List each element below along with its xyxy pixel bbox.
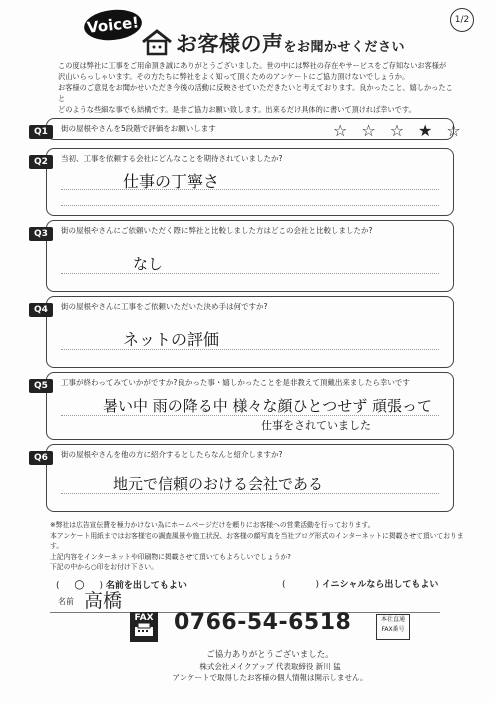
question-3 xyxy=(34,220,454,292)
voice-badge: Voice! xyxy=(83,7,144,43)
q4-answer: ネットの評価 xyxy=(123,330,220,349)
footer-company: 株式会社メイクアップ 代表取締役 新川 猛 xyxy=(199,662,341,671)
answer-line xyxy=(61,415,439,416)
name-value: 高橋 xyxy=(84,590,123,612)
q3-answer: なし xyxy=(133,255,164,273)
page-title: お客様の声をお聞かせください xyxy=(176,32,406,56)
fax-icon: FAX xyxy=(130,612,158,642)
q1-text: 街の屋根やさんを5段階で評価をお願いします xyxy=(61,124,216,133)
rating-stars xyxy=(333,121,475,140)
answer-line xyxy=(61,189,439,190)
fax-number: 0766-54-6518 xyxy=(174,610,352,635)
fax-machine-icon xyxy=(134,623,154,637)
q5-answer-line-1: 暑い中 雨の降る中 様々な顔ひとつせず 頑張って xyxy=(103,397,433,415)
consent-option-initial[interactable]: ( ) イニシャルなら出してもよい xyxy=(282,580,439,590)
fax-stamp: 本社直通 FAX番号 xyxy=(376,614,410,640)
answer-line xyxy=(61,205,439,206)
fax-block xyxy=(130,612,430,648)
answer-line xyxy=(61,493,439,494)
q2-number: Q2 xyxy=(29,155,53,169)
footer-disclaimer: アンケートで取得したお客様の個人情報は開示しません。 xyxy=(172,673,368,682)
consent-option-name[interactable]: ( ○ ) 名前を出してもよい xyxy=(56,577,187,591)
star-2: ☆ xyxy=(361,121,390,140)
consent-label-2: イニシャルなら出してもよい xyxy=(321,580,439,590)
q2-answer: 仕事の丁寧さ xyxy=(123,172,220,191)
answer-line xyxy=(61,349,439,350)
answer-line xyxy=(61,273,439,274)
footer xyxy=(120,650,420,683)
question-1 xyxy=(34,118,475,140)
consent-label-1: 名前を出してもよい xyxy=(105,581,187,591)
question-4 xyxy=(34,296,454,368)
q6-answer: 地元で信頼のおける会社である xyxy=(113,475,324,493)
star-1: ☆ xyxy=(333,121,362,140)
page-number: 1/2 xyxy=(450,8,474,32)
q1-number: Q1 xyxy=(29,125,53,139)
question-2 xyxy=(34,148,454,216)
question-5 xyxy=(34,372,454,440)
q3-number: Q3 xyxy=(29,227,53,241)
star-4: ★ xyxy=(418,121,447,140)
q2-text: 当初、工事を依頼する会社にどんなことを期待されていましたか? xyxy=(61,154,283,163)
q4-number: Q4 xyxy=(29,303,53,317)
intro-text: この度は弊社に工事をご用命頂き誠にありがとうございました。世の中には弊社の存在やサービスをご存知ないお客様が 沢山いらっしゃいます。その方たちに弊社をよく知って頂くためのアンケートにご協力頂けないでしょうか。 お客様のご意見をお聞かせいただき今後の活動に反映させていただきたいと考えております。良かったこと、嬉しかったこと どのような些細な事でも結構です。是非ご協力お願い致します。出来るだけ具体的に書いて頂ければ幸いです。 xyxy=(58,61,453,114)
footer-thanks: ご協力ありがとうございました。 xyxy=(206,650,334,660)
star-5: ☆ xyxy=(446,121,475,140)
q6-text: 街の屋根やさんを他の方に紹介するとしたらなんと紹介しますか? xyxy=(61,450,283,459)
publication-note: ※弊社は広告宣伝費を極力かけない為にホームページだけを頼りにお客様への営業活動を行っております。 本アンケート用紙まではお客様宅の調査風景や施工状況、お客様の顔写真を当社ブログ形式のインターネットに掲載させて頂いております。 上記内容をインターネットや印刷物に掲載させて頂いてもよろしいでしょうか? 下記の中から○印をお付け下さい。 xyxy=(50,521,464,571)
consent-mark-1: ○ xyxy=(74,577,85,591)
q5-answer-line-2: 仕事をされていました xyxy=(261,419,371,432)
star-3: ☆ xyxy=(389,121,419,140)
question-6 xyxy=(34,444,454,512)
q5-text: 工事が終わってみていかがですか?良かった事・嬉しかったことを是非教えて頂戴出来ましたら幸いです xyxy=(61,378,410,387)
q6-number: Q6 xyxy=(29,451,53,465)
q4-text: 街の屋根やさんに工事をご依頼いただいた決め手は何ですか? xyxy=(61,302,268,311)
name-label: 名前 xyxy=(58,597,74,606)
q3-text: 街の屋根やさんにご依頼いただく際に弊社と比較しました方はどこの会社と比較しましたか? xyxy=(61,226,373,235)
q5-number: Q5 xyxy=(29,379,53,393)
house-icon xyxy=(140,28,174,56)
